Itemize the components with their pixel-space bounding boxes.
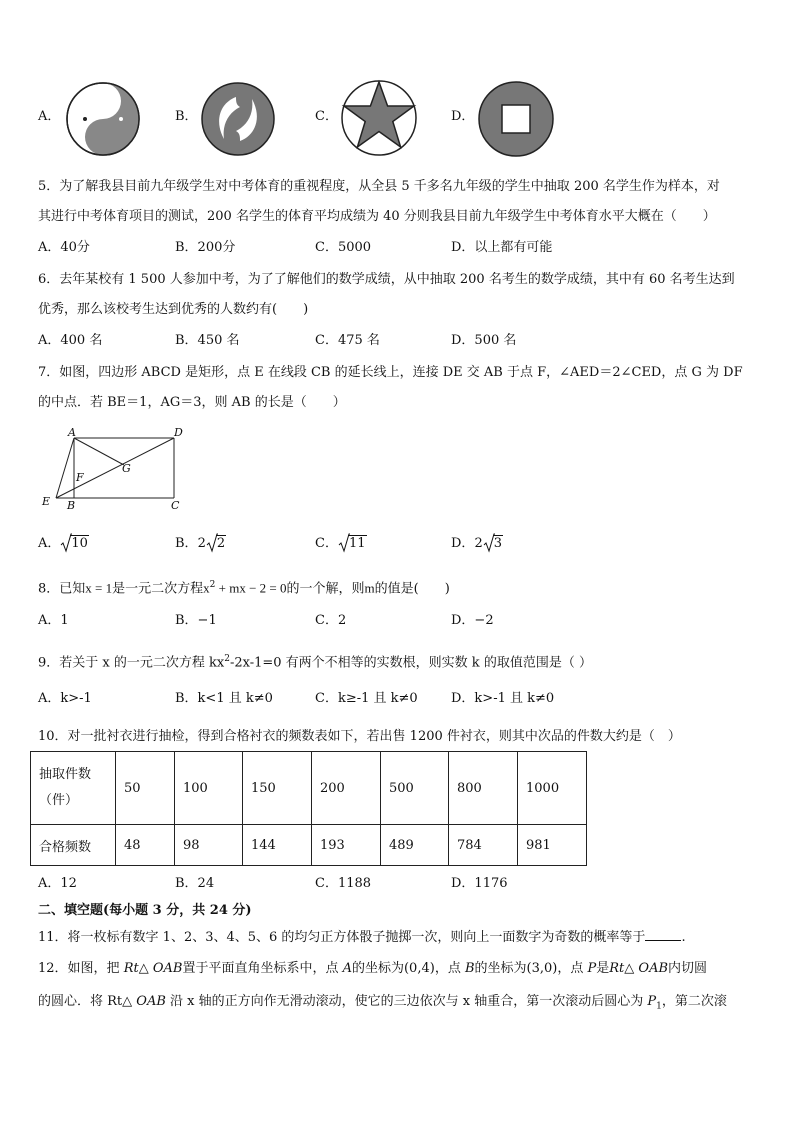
frequency-table: [30, 751, 587, 866]
q5-option-c: C．5000: [315, 240, 372, 255]
coefficient: 2: [197, 536, 206, 551]
row-header-qualified: 合格频数: [31, 825, 116, 866]
figure-label-d: D: [174, 426, 183, 439]
q8-eq-exponent: 2: [209, 580, 216, 590]
q11-text: 11．将一枚标有数字 1、2、3、4、5、6 的均匀正方体骰子抛掷一次，则向上一面数字为奇数的概率等于: [38, 930, 646, 945]
q12-part: 置于平面直角坐标系中，点: [182, 961, 343, 976]
table-cell: 48: [116, 825, 175, 866]
q11-line: [38, 928, 686, 947]
q8-eq-rest: + mx − 2 = 0: [215, 580, 287, 596]
table-cell: 150: [243, 752, 312, 825]
q10-option-a: A．12: [38, 876, 77, 891]
q12-point-a: A: [342, 961, 352, 976]
q7-option-a-prefix: A．: [38, 536, 61, 551]
q6-option-a: A．400 名: [38, 333, 103, 348]
q10-option-d: D．1176: [451, 876, 508, 891]
square-hole-coin-icon: [477, 80, 555, 158]
q6-option-d: D．500 名: [451, 333, 517, 348]
q8-option-d: D．−2: [451, 613, 494, 628]
rectangle-figure: [38, 425, 198, 515]
q5-option-b: B．200分: [175, 240, 236, 255]
q12-point-p1: P: [647, 994, 657, 1009]
q6-option-b: B．450 名: [175, 333, 240, 348]
table-row: [31, 752, 587, 825]
sqrt-two: [206, 535, 226, 553]
radical-sign-icon: [206, 532, 218, 554]
figure-label-b: B: [67, 499, 76, 512]
q7-option-c: [315, 535, 367, 553]
q9-line: [38, 650, 592, 672]
q4-option-d-label: D．: [451, 109, 475, 124]
figure-label-g: G: [122, 462, 131, 475]
q6-line-2: 优秀，那么该校考生达到优秀的人数约有( ): [38, 302, 309, 317]
figure-label-a: A: [68, 426, 76, 439]
q12-line-1: [38, 960, 707, 978]
q7-option-b-prefix: B．: [175, 536, 198, 551]
q12-coord-a: (0,4): [403, 961, 435, 976]
q8-option-c: C．2: [315, 613, 347, 628]
table-cell: 489: [381, 825, 449, 866]
q4-option-a-label: A．: [38, 109, 61, 124]
q12-part: 内切圆: [668, 961, 708, 976]
radical-sign-icon: [60, 532, 72, 554]
q12-part: ，点: [434, 961, 465, 976]
table-cell: 98: [175, 825, 243, 866]
q9-tail: -2x-1=0 有两个不相等的实数根，则实数 k 的取值范围是（ ）: [229, 655, 592, 671]
q12-coord-b: (3,0): [526, 961, 558, 976]
header-text: 抽取件数: [39, 767, 92, 782]
header-unit: （件）: [39, 793, 79, 808]
q5-option-a: A．40分: [38, 240, 90, 255]
q9-option-b: B．k<1 且 k≠0: [175, 691, 273, 706]
q12-triangle: Rt△ OAB: [609, 961, 669, 976]
sqrt-eleven: [338, 535, 367, 553]
coefficient: 2: [474, 536, 483, 551]
figure-label-e: E: [42, 495, 51, 508]
q6-line-1: 6．去年某校有 1 500 人参加中考，为了了解他们的数学成绩，从中抽取 200 名考生的数学成绩，其中有 60 名考生达到: [38, 272, 735, 287]
radicand: 10: [71, 536, 88, 551]
q7-option-a: [38, 535, 89, 553]
q9-exponent: 2: [224, 654, 230, 664]
table-cell: 50: [116, 752, 175, 825]
q12-part: 12．如图，把: [38, 961, 124, 976]
table-cell: 1000: [518, 752, 587, 825]
table-cell: 981: [518, 825, 587, 866]
q4-option-c-label: C．: [315, 109, 338, 124]
q10-option-b: B．24: [175, 876, 215, 891]
table-cell: 200: [312, 752, 381, 825]
q7-line-2: 的中点．若 BE＝1，AG＝3，则 AB 的长是（ ）: [38, 395, 346, 410]
q5-line-2: 其进行中考体育项目的测试，200 名学生的体育平均成绩为 40 分则我县目前九年级学生中考体育水平大概在（ ）: [38, 209, 716, 224]
q9-lead: 9．若关于 x 的一元二次方程 kx: [38, 655, 225, 671]
q12-triangle: Rt△ OAB: [123, 961, 183, 976]
table-cell: 500: [381, 752, 449, 825]
table-row: [31, 825, 587, 866]
table-cell: 784: [449, 825, 518, 866]
q12-part: 沿 x 轴的正方向作无滑动滚动，使它的三边依次与 x 轴重合，第一次滚动后圆心为: [165, 994, 648, 1009]
table-cell: 144: [243, 825, 312, 866]
yin-yang-icon: [65, 81, 141, 157]
q5-option-d: D．以上都有可能: [451, 240, 553, 255]
q8-eq-x: x: [203, 580, 210, 596]
q9-option-d: D．k>-1 且 k≠0: [451, 691, 555, 706]
row-header-sampled: [31, 752, 116, 825]
q12-part: 的坐标为: [474, 961, 527, 976]
q12-line-2: [38, 993, 727, 1016]
q7-option-c-prefix: C．: [315, 536, 338, 551]
radicand: 3: [493, 536, 502, 551]
q8-tail: 的一个解，则: [286, 581, 365, 597]
q12-part: 的坐标为: [351, 961, 404, 976]
table-cell: 100: [175, 752, 243, 825]
answer-blank[interactable]: [645, 928, 681, 941]
swirl-emblem-icon: [200, 81, 276, 157]
q8-option-a: A．1: [38, 613, 69, 628]
q8-option-b: B．−1: [175, 613, 217, 628]
figure-label-f: F: [76, 471, 84, 484]
sqrt-three: [483, 535, 503, 553]
q6-option-c: C．475 名: [315, 333, 380, 348]
q12-point-p1-subscript: 1: [656, 1001, 662, 1012]
q7-option-b: [175, 535, 226, 553]
q7-option-d-prefix: D．: [451, 536, 475, 551]
q9-option-c: C．k≥-1 且 k≠0: [315, 691, 418, 706]
q10-line: 10．对一批衬衣进行抽检，得到合格衬衣的频数表如下，若出售 1200 件衬衣，则其中次品的件数大约是（ ）: [38, 729, 681, 744]
q8-lead: 8．已知: [38, 581, 86, 597]
q12-part: 的圆心．将 Rt△: [38, 994, 137, 1009]
q7-option-d: [451, 535, 503, 553]
q12-part: 是: [596, 961, 610, 976]
q4-option-b-label: B．: [175, 109, 198, 124]
radicand: 11: [348, 536, 366, 551]
table-cell: 193: [312, 825, 381, 866]
q8-end: 的值是( ): [374, 581, 450, 597]
q12-part: ，点: [557, 961, 588, 976]
radical-sign-icon: [338, 532, 350, 554]
q8-condition: x = 1: [85, 580, 113, 596]
q5-line-1: 5．为了解我县目前九年级学生对中考体育的重视程度，从全县 5 千多名九年级的学生中抽取 200 名学生作为样本，对: [38, 179, 720, 194]
q9-option-a: A．k>-1: [38, 691, 92, 706]
section-heading-fill-in: 二、填空题(每小题 3 分，共 24 分): [38, 903, 252, 918]
q7-line-1: 7．如图，四边形 ABCD 是矩形，点 E 在线段 CB 的延长线上，连接 DE 交 AB 于点 F，∠AED＝2∠CED，点 G 为 DF: [38, 365, 743, 380]
q8-mid: 是一元二次方程: [112, 581, 204, 597]
radicand: 2: [216, 536, 226, 551]
q12-triangle-name: OAB: [136, 994, 166, 1009]
q8-line: [38, 576, 450, 598]
q12-point-b: B: [464, 961, 475, 976]
q12-point-p: P: [587, 961, 597, 976]
table-cell: 800: [449, 752, 518, 825]
radical-sign-icon: [483, 532, 495, 554]
star-circle-icon: [340, 79, 418, 157]
q8-var: m: [364, 580, 375, 596]
q12-part: ，第二次滚: [661, 994, 727, 1009]
q11-end: .: [681, 930, 686, 945]
figure-label-c: C: [171, 499, 180, 512]
q10-option-c: C．1188: [315, 876, 372, 891]
sqrt-ten: [60, 535, 89, 553]
